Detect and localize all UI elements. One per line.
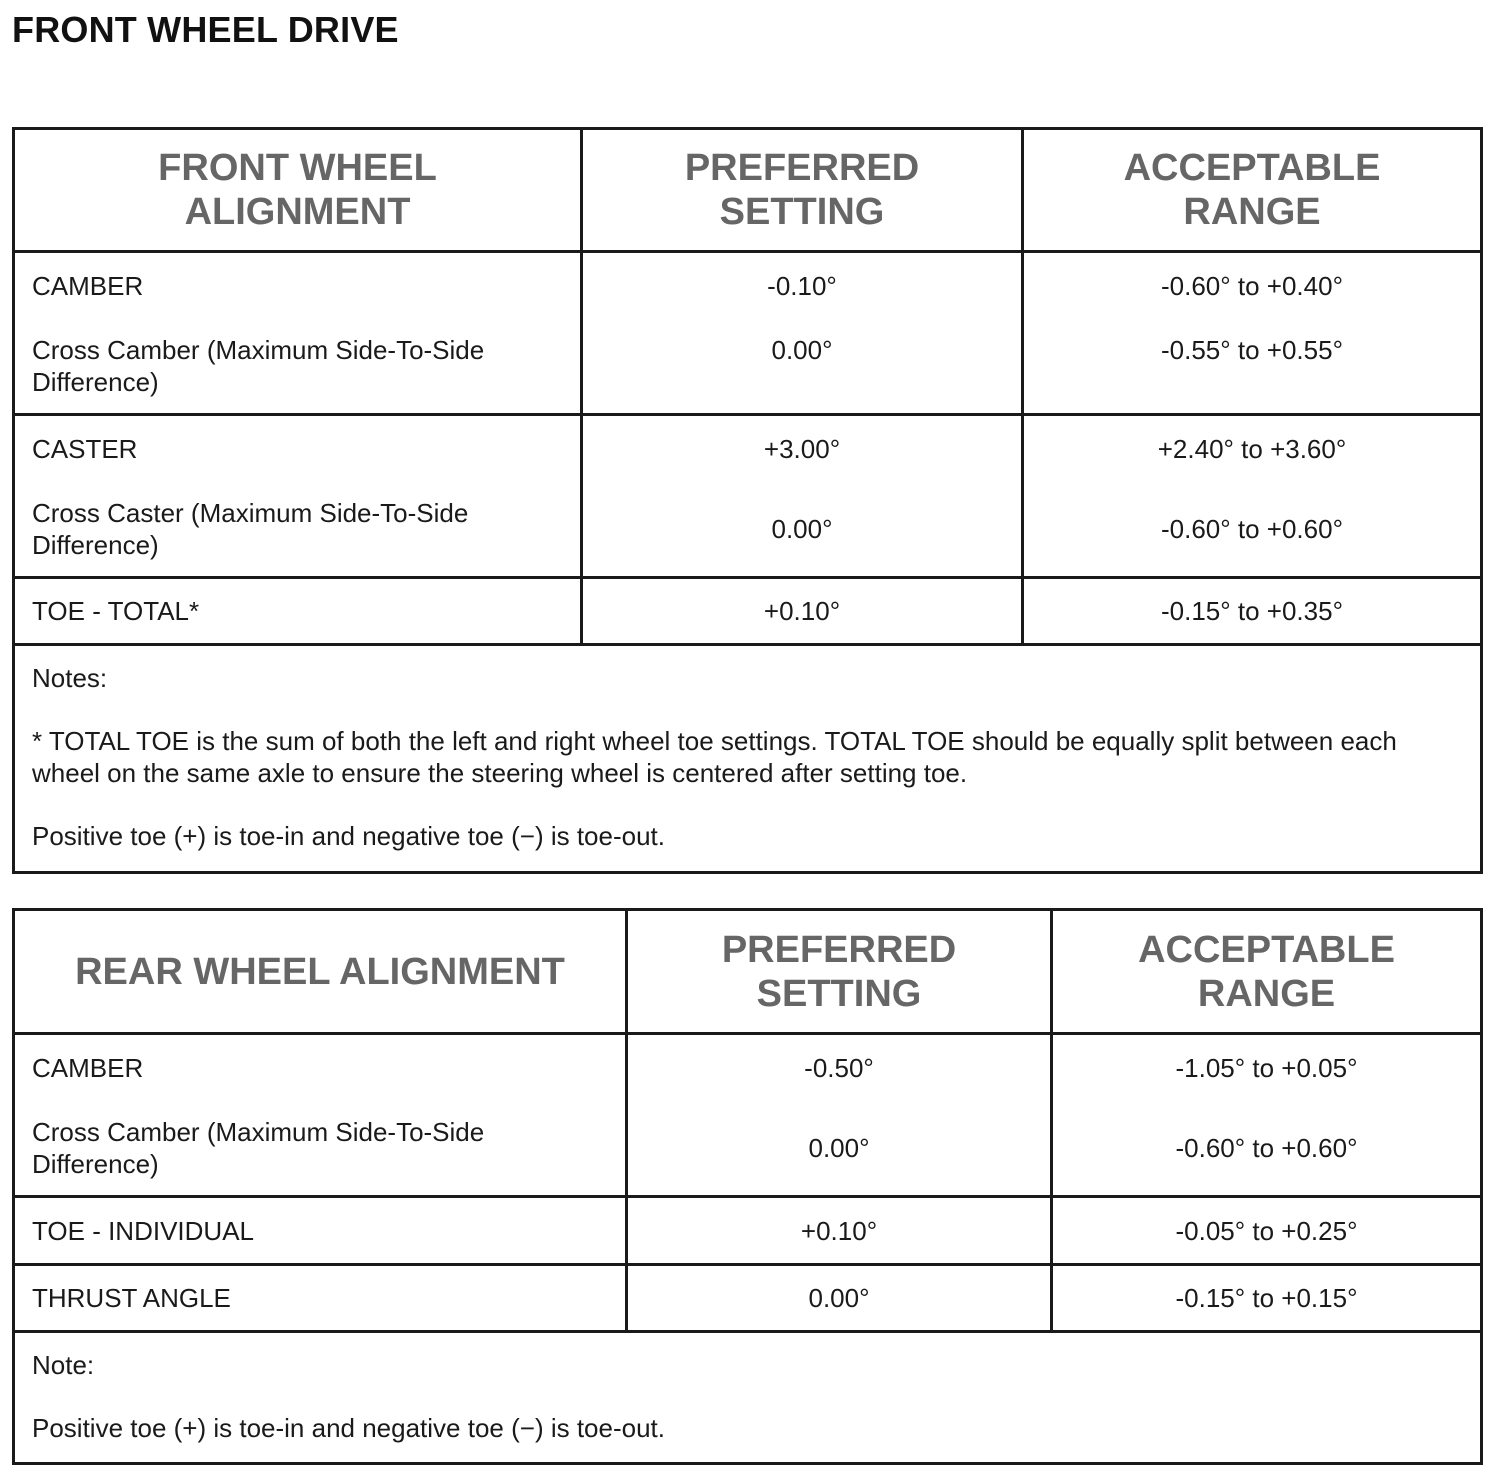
front-caster-preferred: +3.00° [763,434,841,464]
rear-cross-camber-range: -0.60° to +0.60° [1175,1133,1358,1163]
rear-notes-heading: Note: [32,1350,95,1380]
page-title: FRONT WHEEL DRIVE [12,9,399,50]
front-cross-camber-preferred: 0.00° [771,335,833,365]
rear-toe-label: TOE - INDIVIDUAL [14,1197,627,1265]
front-caster-label: CASTER [32,434,138,464]
front-header-row [14,129,1482,252]
front-cross-camber-label: Cross Camber (Maximum Side-To-Side Difference) [32,335,485,397]
rear-thrust-preferred: 0.00° [627,1265,1052,1332]
rear-toe-row [14,1197,1482,1265]
front-camber-preferred: -0.10° [767,271,837,301]
front-notes-row [14,645,1482,873]
rear-thrust-range: -0.15° to +0.15° [1052,1265,1482,1332]
front-toe-label: TOE - TOTAL* [14,578,582,645]
rear-header-row [14,910,1482,1034]
front-note-toe-sign: Positive toe (+) is toe-in and negative toe (−) is toe-out. [32,821,666,851]
front-camber-label: CAMBER [32,271,144,301]
rear-thrust-row [14,1265,1482,1332]
rear-header-preferred: PREFERRED SETTING [627,910,1052,1034]
rear-header-range: ACCEPTABLE RANGE [1052,910,1482,1034]
front-toe-range: -0.15° to +0.35° [1023,578,1482,645]
front-note-total-toe: * TOTAL TOE is the sum of both the left and right wheel toe settings. TOTAL TOE should be equally split between each wheel on the same axle to ensure the steering wheel is centered after setting toe. [32,726,1397,788]
rear-toe-preferred: +0.10° [627,1197,1052,1265]
front-cross-camber-range: -0.55° to +0.55° [1161,335,1343,365]
front-toe-preferred: +0.10° [582,578,1023,645]
rear-toe-range: -0.05° to +0.25° [1052,1197,1482,1265]
front-notes-heading: Notes: [32,663,108,693]
front-caster-range: +2.40° to +3.60° [1157,434,1347,464]
rear-thrust-label: THRUST ANGLE [14,1265,627,1332]
front-cross-caster-label: Cross Caster (Maximum Side-To-Side Difference) [32,498,469,560]
rear-camber-row [14,1034,1482,1197]
rear-alignment-table [12,908,1483,1465]
front-alignment-table [12,127,1483,874]
rear-cross-camber-label: Cross Camber (Maximum Side-To-Side Difference) [32,1117,485,1179]
front-header-alignment: FRONT WHEEL ALIGNMENT [14,129,582,252]
rear-cross-camber-preferred: 0.00° [808,1133,870,1163]
rear-note-toe-sign: Positive toe (+) is toe-in and negative toe (−) is toe-out. [32,1413,666,1443]
rear-camber-preferred: -0.50° [804,1053,874,1083]
front-notes [14,645,1482,873]
rear-notes [14,1332,1482,1464]
front-cross-caster-range: -0.60° to +0.60° [1161,514,1343,544]
front-camber-row [14,252,1482,415]
front-toe-row [14,578,1482,645]
front-header-range: ACCEPTABLE RANGE [1023,129,1482,252]
front-cross-caster-preferred: 0.00° [771,514,833,544]
rear-camber-label: CAMBER [32,1053,144,1083]
front-header-preferred: PREFERRED SETTING [582,129,1023,252]
front-caster-row [14,415,1482,578]
rear-notes-row [14,1332,1482,1464]
front-camber-range: -0.60° to +0.40° [1161,271,1343,301]
rear-camber-range: -1.05° to +0.05° [1175,1053,1358,1083]
rear-header-alignment: REAR WHEEL ALIGNMENT [14,910,627,1034]
